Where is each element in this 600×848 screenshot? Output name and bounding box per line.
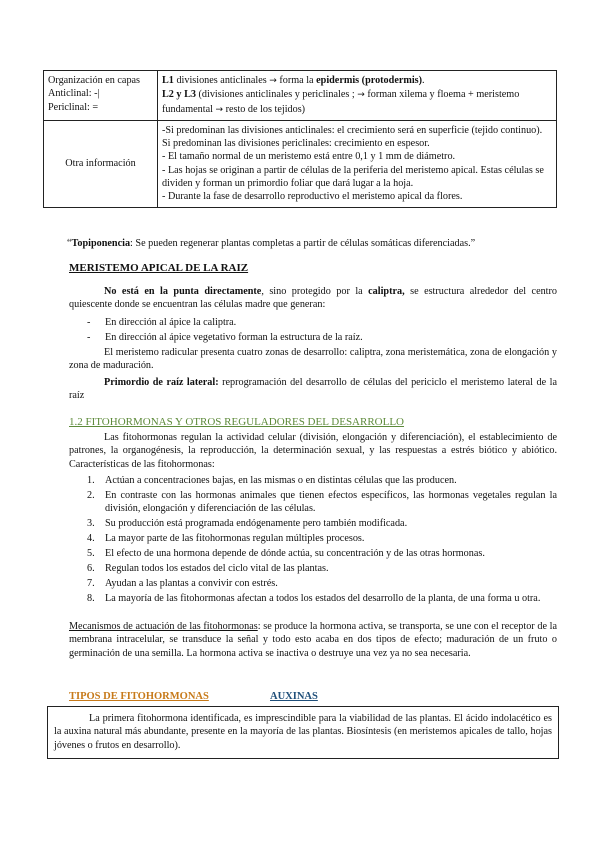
- list-item: 1. Actúan a concentraciones bajas, en las mismas o en distintas células que las producen.: [87, 475, 457, 486]
- list-item: 6. Regulan todos los estados del ciclo vital de las plantas.: [87, 562, 329, 574]
- l1-label: L1: [162, 75, 174, 86]
- list-item-text: En dirección al ápice la caliptra.: [105, 317, 237, 328]
- bold-phrase: No está en la punta directamente: [104, 286, 262, 297]
- document-page: Organización en capas Anticlinal: -| Periclinal: = L1 divisiones anticlinales → forma la epidermis (protodermis). L2 y L3 (divisiones anticlinales y periclinales ; → forman xilema y floema + meristemo fundamental → resto de los tejidos) Otra información -Si predominan las divisiones anticlinales: el crecimiento será en superficie (tejido continuo). Si predominan las divisiones periclinales: crecimiento en espesor. - El tamaño normal de un meristemo está entre 0,1 y 1 mm de diámetro. - Las hojas se originan a partir de células de la periferia del meristemo apical. Estas células se dividen y forman un primordio foliar que dará lugar a la hoja. - Durante la fase de desarrollo reproductivo el meristemo apical da flores. “Topiponencia: Se pueden regenerar plantas completas a partir de células somáticas diferenciadas.” MERISTEMO APICAL DE LA RAIZ No está en la punta directamente, sino protegido por la caliptra, se estructura alrededor del centro quiescente donde se encuentran las células madre que generan: - En dirección al ápice la caliptra. - En dirección al ápice vegetativo forman la estructura de la raíz. El meristemo radicular presenta cuatro zonas de desarrollo: caliptra, zona meristemática, zona de elongación y zona de maduración. Primordio de raíz lateral: reprogramación del desarrollo de células del periciclo el meristemo lateral de la raíz 1.2 FITOHORMONAS Y OTROS REGULADORES DEL DESARROLLO Las fitohormonas regulan la actividad celular (división, elongación y diferenciación), el establecimiento de patrones, la organogénesis, la reproducción, la determinación sexual, y las respuestas a estrés biótico y abiótico. Características de las fitohormonas: 1. Actúan a concentraciones bajas, en las mismas o en distintas células que las producen. 2. En contraste con las hormonas animales que tienen efectos específicos, las hormonas vegetales regulan la división, elongación y diferenciación de las células. 3. Su producción está programada endógenamente pero también modificada. 4. La mayor parte de las fitohormonas regulan múltiples procesos. 5. El efecto de una hormona depende de dónde actúa, su concentración y de las otras hormonas. 6. Regulan todos los estados del ciclo vital de las plantas. 7. Ayudan a las plantas a convivir con estrés. 8. La mayoría de las fitohormonas afectan a todos los estados del desarrollo de la planta, de una forma u otra. Mecanismos de actuación de las fitohormonas: se produce la hormona activa, se transporta, se une con el receptor de la membrana intracelular, se transduce la señal y todo esto acaba en dos tipos de efecto; maduración de un fruto o germinación de una semilla. La hormona activa se inactiva o destruye una vez ya no sea necesaria. TIPOS DE FITOHORMONAS AUXINAS La primera fitohormona identificada, es imprescindible para la viabilidad de las plantas. El ácido indolacético es la auxina natural más abundante, presente en la mayoría de las plantas. Biosíntesis (en meristemos apicales de tallo, hojas jóvenes o frutos en desarrollo).: [0, 0, 600, 848]
- mecanismos-paragraph: [69, 620, 557, 660]
- info-line: -Si predominan las divisiones anticlinales: el crecimiento será en superficie (tejido continuo). Si predominan las divisiones periclinales: crecimiento en espesor.: [162, 124, 543, 150]
- list-item: 5. El efecto de una hormona depende de dónde actúa, su concentración y de las otras hormonas.: [87, 547, 485, 559]
- right-arrow-icon: →: [269, 76, 277, 86]
- meristemo-zones-paragraph: El meristemo radicular presenta cuatro zonas de desarrollo: caliptra, zona meristemática, zona de elongación y zona de maduración.: [69, 347, 557, 372]
- l1-text2: forma la: [276, 75, 317, 86]
- list-item-text: La mayor parte de las fitohormonas regulan múltiples procesos.: [105, 532, 365, 544]
- list-item-text: La mayoría de las fitohormonas afectan a todos los estados del desarrollo de la planta, de una forma u otra.: [105, 592, 541, 604]
- primordio-paragraph: [69, 376, 557, 403]
- quote-term: Topiponencia: [71, 238, 131, 249]
- l1-end: .: [422, 75, 425, 86]
- list-item-text: Regulan todos los estados del ciclo vital de las plantas.: [105, 562, 329, 574]
- auxinas-heading: AUXINAS: [270, 691, 318, 702]
- list-item: 2. En contraste con las hormonas animales que tienen efectos específicos, las hormonas vegetales regulan la división, elongación y diferenciación de las células.: [87, 489, 557, 515]
- info-line: - Durante la fase de desarrollo reproductivo el meristemo apical da flores.: [162, 191, 463, 203]
- right-arrow-icon: →: [357, 90, 365, 101]
- list-item-text: El efecto de una hormona depende de dónde actúa, su concentración y de las otras hormonas.: [105, 547, 485, 559]
- row-label-line: Anticlinal: -|: [48, 88, 100, 100]
- characteristics-list: [87, 474, 557, 606]
- list-item-text: Actúan a concentraciones bajas, en las mismas o en distintas células que las producen.: [105, 475, 457, 486]
- tipos-fitohormonas-heading: TIPOS DE FITOHORMONAS: [69, 691, 209, 702]
- section-heading-meristemo: MERISTEMO APICAL DE LA RAIZ: [69, 262, 249, 274]
- section-heading-fitohormonas: 1.2 FITOHORMONAS Y OTROS REGULADORES DEL DESARROLLO: [69, 416, 405, 428]
- list-item: 8. La mayoría de las fitohormonas afectan a todos los estados del desarrollo de la planta, de una forma u otra.: [87, 592, 541, 604]
- row-content-organizacion: [158, 71, 557, 121]
- quote-text: : Se pueden regenerar plantas completas a partir de células somáticas diferenciadas.”: [130, 238, 476, 249]
- info-line: - Las hojas se originan a partir de células de la periferia del meristemo apical. Estas células se dividen y forman un primordio foliar que dará lugar a la hoja.: [162, 164, 544, 190]
- quote-topiponencia: [67, 237, 555, 250]
- table-row: [44, 71, 557, 121]
- text: , sino protegido por la: [261, 286, 369, 297]
- l23-text: (divisiones anticlinales y periclinales ;: [195, 89, 358, 101]
- l23-text2: forman xilema y floema + meristemo fundamental: [162, 89, 520, 115]
- l23-line: [162, 88, 552, 117]
- mecanismos-label: Mecanismos de actuación de las fitohormonas: [69, 621, 258, 632]
- list-item-text: Ayudan a las plantas a convivir con estrés.: [105, 577, 278, 589]
- table-row: [44, 120, 557, 207]
- row-content-otra: [158, 120, 557, 207]
- list-item-text: En dirección al ápice vegetativo forman la estructura de la raíz.: [105, 332, 363, 343]
- list-item: 3. Su producción está programada endógenamente pero también modificada.: [87, 518, 408, 530]
- l23-text3: resto de los tejidos): [223, 103, 306, 115]
- row-label-organizacion: [44, 71, 158, 121]
- bold-phrase: caliptra,: [368, 286, 405, 297]
- text: se estructura alrededor del centro quiescente donde se encuentran las células madre que generan:: [69, 286, 557, 311]
- row-label-otra: Otra información: [44, 120, 158, 207]
- l1-bold: epidermis (protodermis): [316, 75, 423, 86]
- l1-text: divisiones anticlinales: [173, 75, 270, 86]
- quote-open: “: [67, 238, 72, 249]
- list-item-text: En contraste con las hormonas animales que tienen efectos específicos, las hormonas vegetales regulan la división, elongación y diferenciación de las células.: [105, 489, 557, 515]
- l23-label: L2 y L3: [162, 89, 196, 101]
- list-item-text: Su producción está programada endógenamente pero también modificada.: [105, 518, 408, 530]
- mecanismos-text: : se produce la hormona activa, se transporta, se une con el receptor de la membrana intracelular, se transduce la señal y todo esto acaba en dos tipos de efecto; maduración de un fruto o germinación de una semilla. La hormona activa se inactiva o destruye una vez ya no sea necesaria.: [69, 621, 557, 659]
- auxinas-box: La primera fitohormona identificada, es imprescindible para la viabilidad de las plantas. El ácido indolacético es la auxina natural más abundante, presente en la mayoría de las plantas. Biosíntesis (en meristemos apicales de tallo, hojas jóvenes o frutos en desarrollo).: [47, 706, 559, 759]
- list-item: 4. La mayor parte de las fitohormonas regulan múltiples procesos.: [87, 532, 365, 544]
- right-arrow-icon: →: [215, 104, 224, 115]
- list-item: 7. Ayudan a las plantas a convivir con estrés.: [87, 577, 278, 589]
- info-line: - El tamaño normal de un meristemo está entre 0,1 y 1 mm de diámetro.: [162, 151, 456, 163]
- fitohormonas-intro: Las fitohormonas regulan la actividad celular (división, elongación y diferenciación), el establecimiento de patrones, la organogénesis, la reproducción, la determinación sexual, y las respuestas a estrés biótico y abiótico. Características de las fitohormonas:: [69, 432, 557, 470]
- text: reprogramación del desarrollo de células del periciclo el meristemo lateral de la raíz: [69, 377, 557, 402]
- info-table: [43, 70, 557, 208]
- bold-phrase: Primordio de raíz lateral:: [104, 377, 219, 388]
- row-label-line: Periclinal: =: [48, 101, 99, 113]
- l1-line: [162, 74, 552, 88]
- row-label-line: Organización en capas: [48, 75, 141, 86]
- meristemo-paragraph: [69, 285, 557, 312]
